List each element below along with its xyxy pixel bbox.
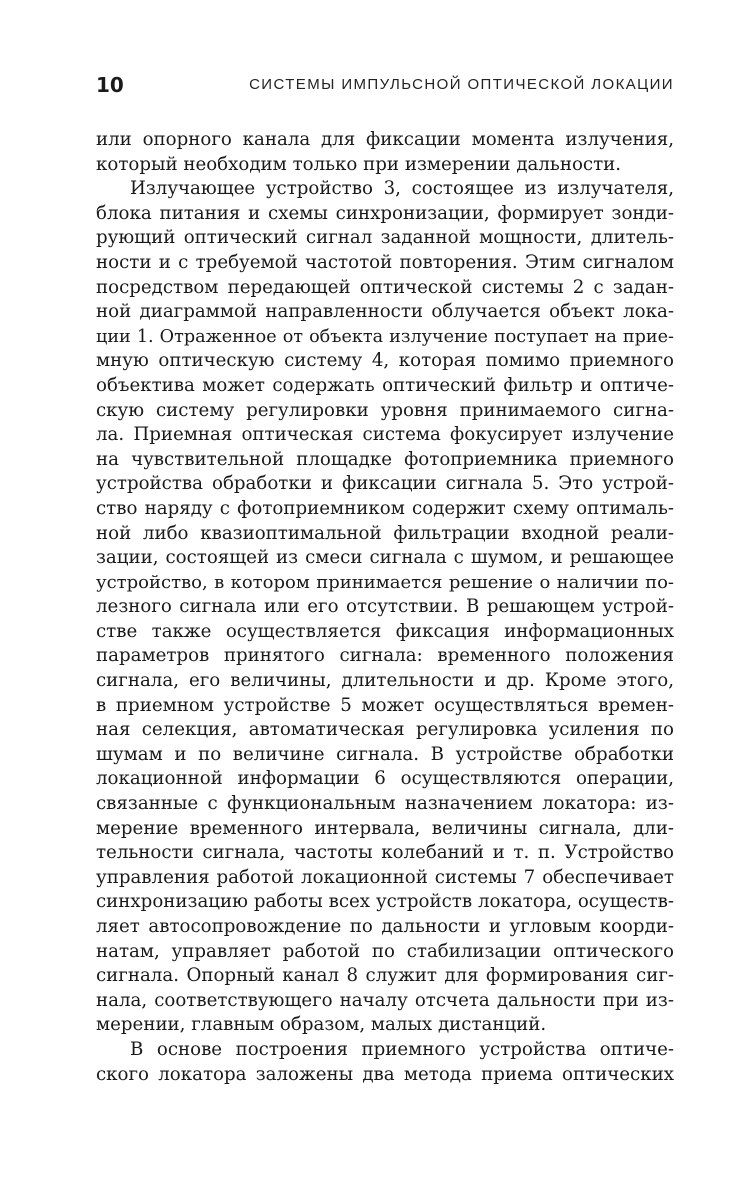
text-line: на чувствительной площадке фотоприемника приемного xyxy=(96,448,674,470)
text-line: или опорного канала для фиксации момента излучения, xyxy=(96,129,674,150)
paragraph-last-line: мерении, главным образом, малых дистанций. xyxy=(96,1014,547,1036)
text-line: сигнала. Опорный канал 8 служит для формирования сиг- xyxy=(96,965,674,987)
text-line: объектива может содержать оптический фильтр и оптиче- xyxy=(96,374,674,396)
text-line: устройство, в котором принимается решение о наличии по- xyxy=(96,571,674,593)
text-line: ной либо квазиоптимальной фильтрации входной реали- xyxy=(96,522,674,544)
text-line: локационной информации 6 осуществляются операции, xyxy=(96,768,674,790)
text-line: стве также осуществляется фиксация информационных xyxy=(96,620,674,642)
text-line: мерение временного интервала, величины сигнала, дли- xyxy=(96,817,674,839)
running-head xyxy=(96,70,674,100)
text-line: нала, соответствующего началу отсчета дальности при из- xyxy=(96,989,674,1011)
text-line: ная селекция, автоматическая регулировка усиления по xyxy=(96,719,674,741)
text-line: ство наряду с фотоприемником содержит схему оптималь- xyxy=(96,497,674,519)
text-line: натам, управляет работой по стабилизации оптического xyxy=(96,940,674,962)
text-line: скую систему регулировки уровня принимаемого сигна- xyxy=(96,399,674,421)
text-line: лезного сигнала или его отсутствии. В решающем устрой- xyxy=(96,596,674,618)
text-line: управления работой локационной системы 7 обеспечивает xyxy=(96,866,674,888)
text-line: блока питания и схемы синхронизации, формирует зонди- xyxy=(96,202,674,224)
text-line: синхронизацию работы всех устройств локатора, осуществ- xyxy=(96,891,674,913)
page-number: 10 xyxy=(96,73,124,97)
text-line: ла. Приемная оптическая система фокусирует излучение xyxy=(96,424,674,446)
text-line: параметров принятого сигнала: временного положения xyxy=(96,645,674,667)
text-line: который необходим только при измерении дальности. xyxy=(96,153,622,175)
text-line: ского локатора заложены два метода приема оптических xyxy=(96,1063,674,1085)
text-line: устройства обработки и фиксации сигнала 5. Это устрой- xyxy=(96,473,674,495)
text-line: ной диаграммой направленности облучается объект лока- xyxy=(96,301,674,323)
text-line: рующий оптический сигнал заданной мощности, длитель- xyxy=(96,227,674,249)
text-line: тельности сигнала, частоты колебаний и т. п. Устройство xyxy=(96,842,674,864)
running-title: СИСТЕМЫ ИМПУЛЬСНОЙ ОПТИЧЕСКОЙ ЛОКАЦИИ xyxy=(249,76,674,93)
text-line: ляет автосопровождение по дальности и угловым коорди- xyxy=(96,916,674,937)
body-text xyxy=(96,128,674,1087)
paragraph-first-line: Излучающее устройство 3, состоящее из излучателя, xyxy=(130,178,674,200)
text-line: зации, состоящей из смеси сигнала с шумом, и решающее xyxy=(96,547,674,569)
paragraph-first-line: В основе построения приемного устройства оптиче- xyxy=(130,1038,674,1060)
text-line: связанные с функциональным назначением локатора: из- xyxy=(96,793,674,815)
text-line: мную оптическую систему 4, которая помимо приемного xyxy=(96,350,674,372)
text-line: ции 1. Отраженное от объекта излучение поступает на прие- xyxy=(96,326,674,347)
text-line: ности и с требуемой частотой повторения. Этим сигналом xyxy=(96,251,674,273)
text-line: в приемном устройстве 5 может осуществляться времен- xyxy=(96,694,674,716)
text-line: шумам и по величине сигнала. В устройстве обработки xyxy=(96,743,674,765)
text-line: посредством передающей оптической системы 2 с задан- xyxy=(96,276,674,298)
text-line: сигнала, его величины, длительности и др. Кроме этого, xyxy=(96,670,674,692)
